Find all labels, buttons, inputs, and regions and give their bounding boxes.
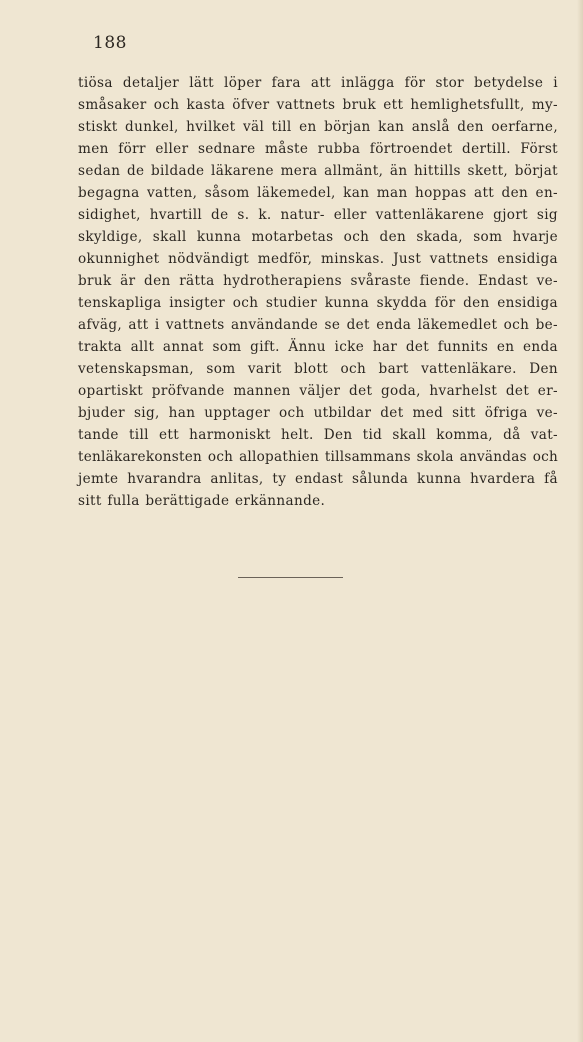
text-line-9: okunnighet nödvändigt medför, minskas. Just vattnets ensidiga <box>78 251 558 267</box>
text-line-20: sitt fulla berättigade erkännande. <box>78 493 326 509</box>
page-number: 188 <box>93 33 127 53</box>
text-line-13: trakta allt annat som gift. Ännu icke har det funnits en enda <box>78 339 558 355</box>
text-line-16: bjuder sig, han upptager och utbildar det med sitt öfriga ve- <box>78 405 558 421</box>
text-line-15: opartiskt pröfvande mannen väljer det goda, hvarhelst det er- <box>78 383 558 399</box>
text-line-12: afväg, att i vattnets användande se det enda läkemedlet och be- <box>78 317 558 333</box>
text-line-2: småsaker och kasta öfver vattnets bruk ett hemlighetsfullt, my- <box>78 97 558 113</box>
text-line-8: skyldige, skall kunna motarbetas och den skada, som hvarje <box>78 229 558 245</box>
text-line-1: tiösa detaljer lätt löper fara att inlägga för stor betydelse i <box>78 75 558 91</box>
text-line-7: sidighet, hvartill de s. k. natur- eller vattenläkarene gjort sig <box>78 207 558 223</box>
section-divider-rule <box>238 577 343 578</box>
text-line-3: stiskt dunkel, hvilket väl till en början kan anslå den oerfarne, <box>78 119 558 135</box>
body-text <box>78 72 558 512</box>
page-edge <box>577 0 583 1042</box>
text-line-6: begagna vatten, såsom läkemedel, kan man hoppas att den en- <box>78 185 558 201</box>
text-line-14: vetenskapsman, som varit blott och bart vattenläkare. Den <box>78 361 558 377</box>
text-line-18: tenläkarekonsten och allopathien tillsammans skola användas och <box>78 449 558 465</box>
text-line-11: tenskapliga insigter och studier kunna skydda för den ensidiga <box>78 295 558 311</box>
text-line-5: sedan de bildade läkarene mera allmänt, än hittills skett, börjat <box>78 163 558 179</box>
text-line-19: jemte hvarandra anlitas, ty endast sålunda kunna hvardera få <box>78 471 558 487</box>
text-line-17: tande till ett harmoniskt helt. Den tid skall komma, då vat- <box>78 427 558 443</box>
text-line-10: bruk är den rätta hydrotherapiens svåraste fiende. Endast ve- <box>78 273 558 289</box>
text-line-4: men förr eller sednare måste rubba förtroendet dertill. Först <box>78 141 558 157</box>
